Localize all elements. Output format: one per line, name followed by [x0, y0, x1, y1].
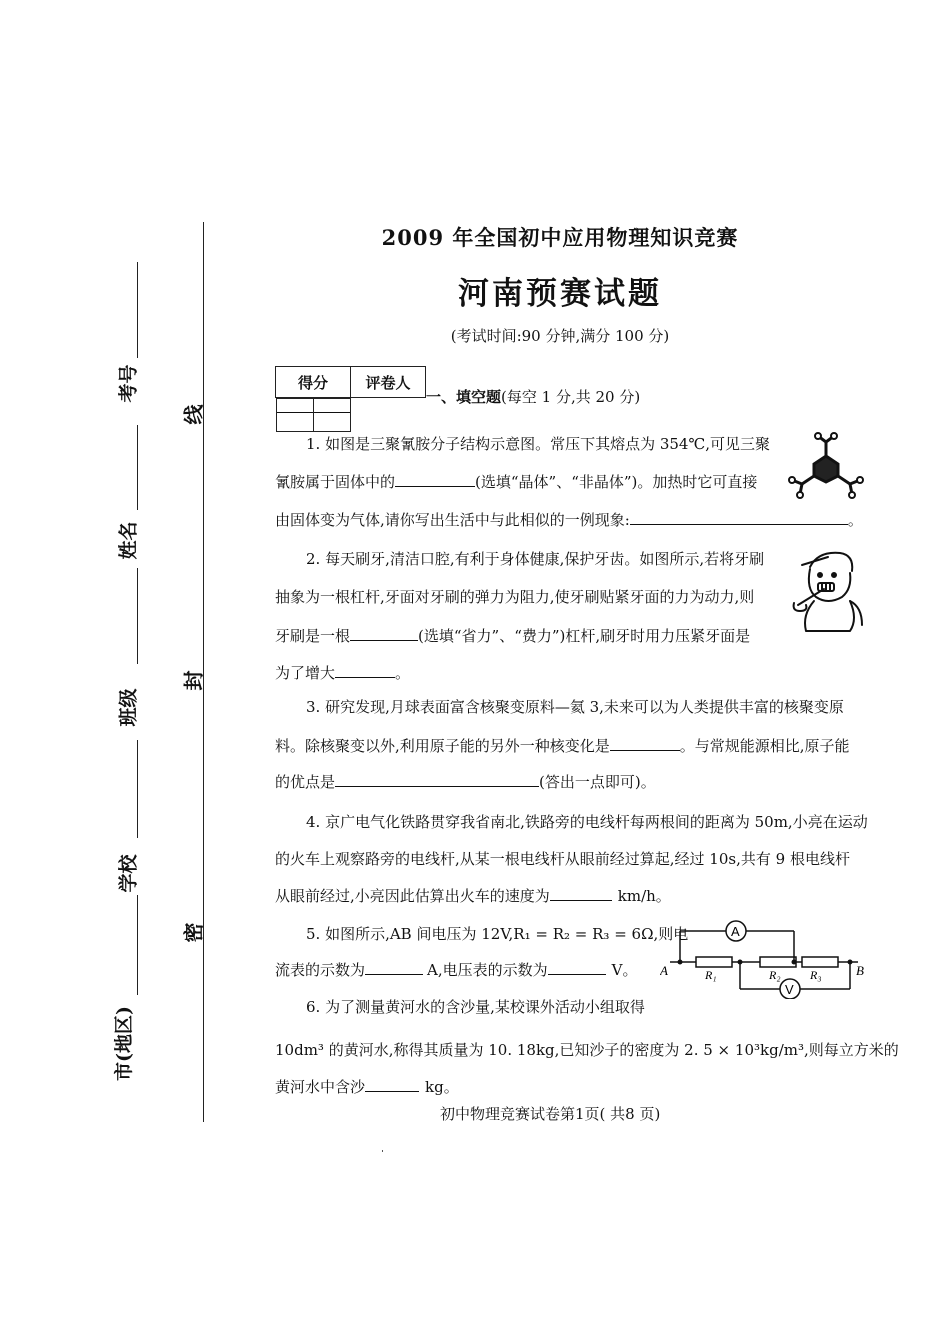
q5-text-c: V。: [611, 961, 638, 979]
side-label-shi: 市(地区): [112, 1006, 135, 1081]
q2-text-b: (选填“省力”、“费力”)杠杆,刷牙时用力压紧牙面是: [418, 627, 751, 645]
shi-line: [137, 895, 138, 995]
q4-line3: [275, 886, 671, 906]
q3-text-b: 。与常规能源相比,原子能: [679, 737, 850, 755]
q2-text-d: 。: [395, 664, 411, 682]
circuit-diagram: [660, 917, 870, 999]
seal-xian: 线: [181, 404, 206, 425]
side-label-xuexiao: 学校: [117, 854, 140, 893]
q2-line2: 抽象为一根杠杆,牙面对牙刷的弹力为阻力,使牙刷贴紧牙面的力为动力,则: [275, 588, 755, 606]
circuit-label-a: A: [660, 963, 668, 978]
q3-blank-1[interactable]: [610, 736, 680, 751]
q5-line2: [275, 960, 637, 980]
q2-text-a: 牙刷是一根: [275, 627, 351, 645]
banji-line: [137, 568, 138, 664]
q3-blank-2[interactable]: [335, 772, 539, 787]
exam-subtitle: 河南预赛试题: [458, 276, 662, 312]
molecule-figure: [786, 432, 866, 504]
q4-text-a: 从眼前经过,小亮因此估算出火车的速度为: [275, 887, 550, 905]
page-footer: 初中物理竞赛试卷第1页( 共8 页): [440, 1105, 661, 1123]
score-table: [275, 366, 426, 417]
q3-line3: [275, 772, 656, 792]
side-label-kaohao: 考号: [117, 364, 140, 403]
seal-mi: 密: [181, 922, 206, 943]
side-label-banji: 班级: [117, 688, 140, 727]
q3-text-c: 的优点是: [275, 773, 336, 791]
xingming-line: [137, 425, 138, 510]
q2-line1: 2. 每天刷牙,清洁口腔,有利于身体健康,保护牙齿。如图所示,若将牙刷: [306, 550, 765, 568]
exam-note: (考试时间:90 分钟,满分 100 分): [450, 327, 670, 345]
q2-text-c: 为了增大: [275, 664, 336, 682]
q1-blank-2[interactable]: [630, 510, 848, 525]
q3-text-d: (答出一点即可)。: [539, 773, 656, 791]
q3-line2: [275, 736, 850, 756]
q4-line2: 的火车上观察路旁的电线杆,从某一根电线杆从眼前经过算起,经过 10s,共有 9 根电线杆: [275, 850, 850, 868]
q3-text-a: 料。除核聚变以外,利用原子能的另外一种核变化是: [275, 737, 610, 755]
toothbrush-boy-figure: [788, 545, 868, 640]
circuit-label-r2: R₂: [769, 968, 781, 982]
q6-blank-1[interactable]: [365, 1077, 419, 1092]
q1-blank-1[interactable]: [395, 472, 475, 487]
grader-cell[interactable]: [313, 399, 350, 432]
q1-line1: 1. 如图是三聚氰胺分子结构示意图。常压下其熔点为 354℃,可见三聚: [306, 435, 771, 453]
q5-text-b: A,电压表的示数为: [427, 961, 548, 979]
circuit-label-r1: R₁: [705, 968, 717, 982]
exam-title: 2009 年全国初中应用物理知识竞赛: [381, 225, 739, 250]
circuit-label-b: B: [856, 963, 864, 978]
q5-line1: 5. 如图所示,AB 间电压为 12V,R₁ = R₂ = R₃ = 6Ω,则电: [306, 925, 689, 943]
q6-line1: 6. 为了测量黄河水的含沙量,某校课外活动小组取得: [306, 998, 645, 1016]
q3-line1: 3. 研究发现,月球表面富含核聚变原料—氦 3,未来可以为人类提供丰富的核聚变原: [306, 698, 844, 716]
section-title: 一、填空题: [426, 388, 502, 406]
xuexiao-line: [137, 740, 138, 838]
q4-line1: 4. 京广电气化铁路贯穿我省南北,铁路旁的电线杆每两根间的距离为 50m,小亮在运动: [306, 813, 868, 831]
section-heading: [426, 386, 640, 407]
q2-blank-1[interactable]: [350, 626, 418, 641]
q6-text-a: 黄河水中含沙: [275, 1078, 366, 1096]
q4-blank-1[interactable]: [550, 886, 612, 901]
q6-line2: 10dm³ 的黄河水,称得其质量为 10. 18kg,已知沙子的密度为 2. 5 × 10³kg/m³,则每立方米的: [275, 1041, 899, 1059]
q1-line3: [275, 510, 863, 530]
scan-speck: [382, 1150, 383, 1152]
score-header: 得分: [276, 367, 351, 398]
ammeter-symbol: A: [731, 924, 740, 939]
q1-text-b: (选填“晶体”、“非晶体”)。加热时它可直接: [475, 473, 758, 491]
score-cell[interactable]: [276, 399, 313, 432]
q1-text-c: 由固体变为气体,请你写出生活中与此相似的一例现象:: [275, 511, 630, 529]
grader-header: 评卷人: [351, 367, 426, 398]
q5-text-a: 流表的示数为: [275, 961, 366, 979]
q4-text-b: km/h。: [617, 887, 671, 905]
q1-line2: [275, 472, 757, 492]
q5-blank-1[interactable]: [365, 960, 423, 975]
seal-feng: 封: [181, 670, 206, 691]
q5-blank-2[interactable]: [548, 960, 606, 975]
side-label-xingming: 姓名: [117, 521, 140, 560]
section-note: (每空 1 分,共 20 分): [501, 388, 641, 406]
q1-text-d: 。: [847, 511, 863, 529]
q2-line3: [275, 626, 750, 646]
q2-line4: [275, 663, 410, 683]
circuit-label-r3: R₃: [810, 968, 822, 982]
q2-blank-2[interactable]: [335, 663, 395, 678]
voltmeter-symbol: V: [785, 982, 794, 997]
q6-text-b: kg。: [425, 1078, 459, 1096]
q6-line3: [275, 1077, 459, 1097]
q1-text-a: 氰胺属于固体中的: [275, 473, 396, 491]
